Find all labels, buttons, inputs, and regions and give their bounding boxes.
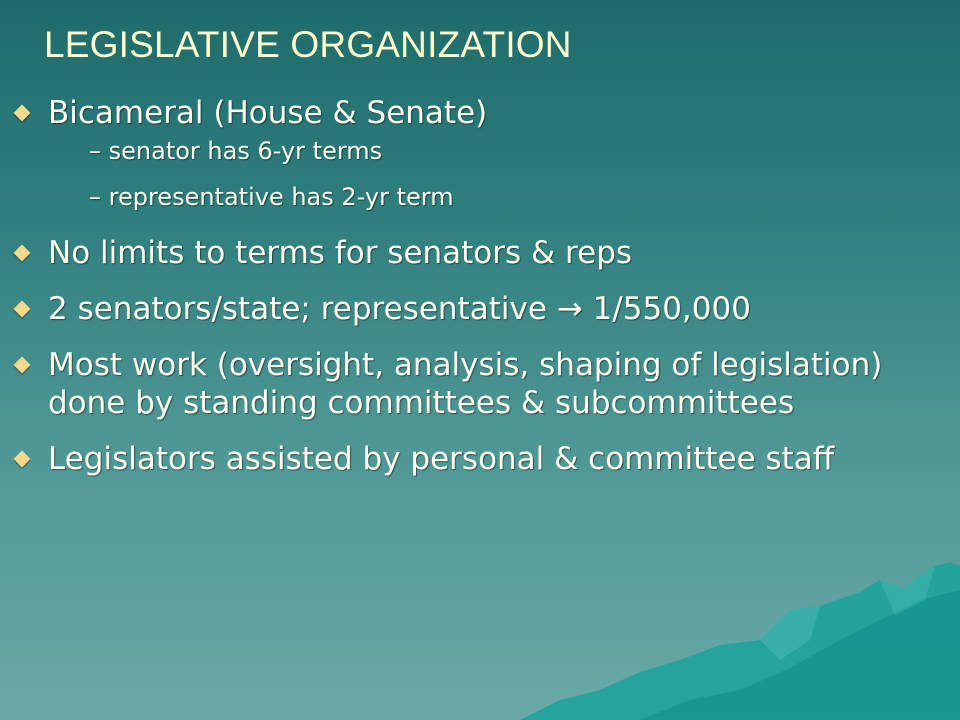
bullet-item — [14, 290, 934, 328]
bullet-list — [14, 94, 934, 496]
diamond-bullet-icon — [14, 301, 31, 318]
bullet-text: No limits to terms for senators & reps — [48, 235, 633, 271]
slide-title: LEGISLATIVE ORGANIZATION — [44, 24, 572, 65]
diamond-bullet-icon — [14, 105, 31, 122]
bullet-text: Legislators assisted by personal & committee staff — [48, 441, 835, 477]
mountain-highlight — [760, 606, 820, 660]
diamond-bullet-icon — [14, 357, 31, 374]
subbullet-list — [14, 136, 934, 212]
mountain-shape — [520, 562, 960, 720]
bullet-text: Bicameral (House & Senate) — [48, 95, 488, 131]
mountain-highlight — [880, 566, 935, 615]
bullet-item — [14, 94, 934, 132]
subbullet-item: – representative has 2-yr term — [89, 183, 454, 211]
subbullet-item: – senator has 6-yr terms — [89, 137, 383, 165]
mountain-shadow — [640, 590, 960, 720]
bullet-text: 2 senators/state; representative → 1/550,000 — [48, 291, 751, 327]
diamond-bullet-icon — [14, 451, 31, 468]
bullet-item — [14, 440, 934, 478]
diamond-bullet-icon — [14, 245, 31, 262]
bullet-item — [14, 346, 934, 422]
bullet-text: Most work (oversight, analysis, shaping of legislation) done by standing committees & subcommittees — [48, 347, 883, 421]
bullet-item — [14, 234, 934, 272]
